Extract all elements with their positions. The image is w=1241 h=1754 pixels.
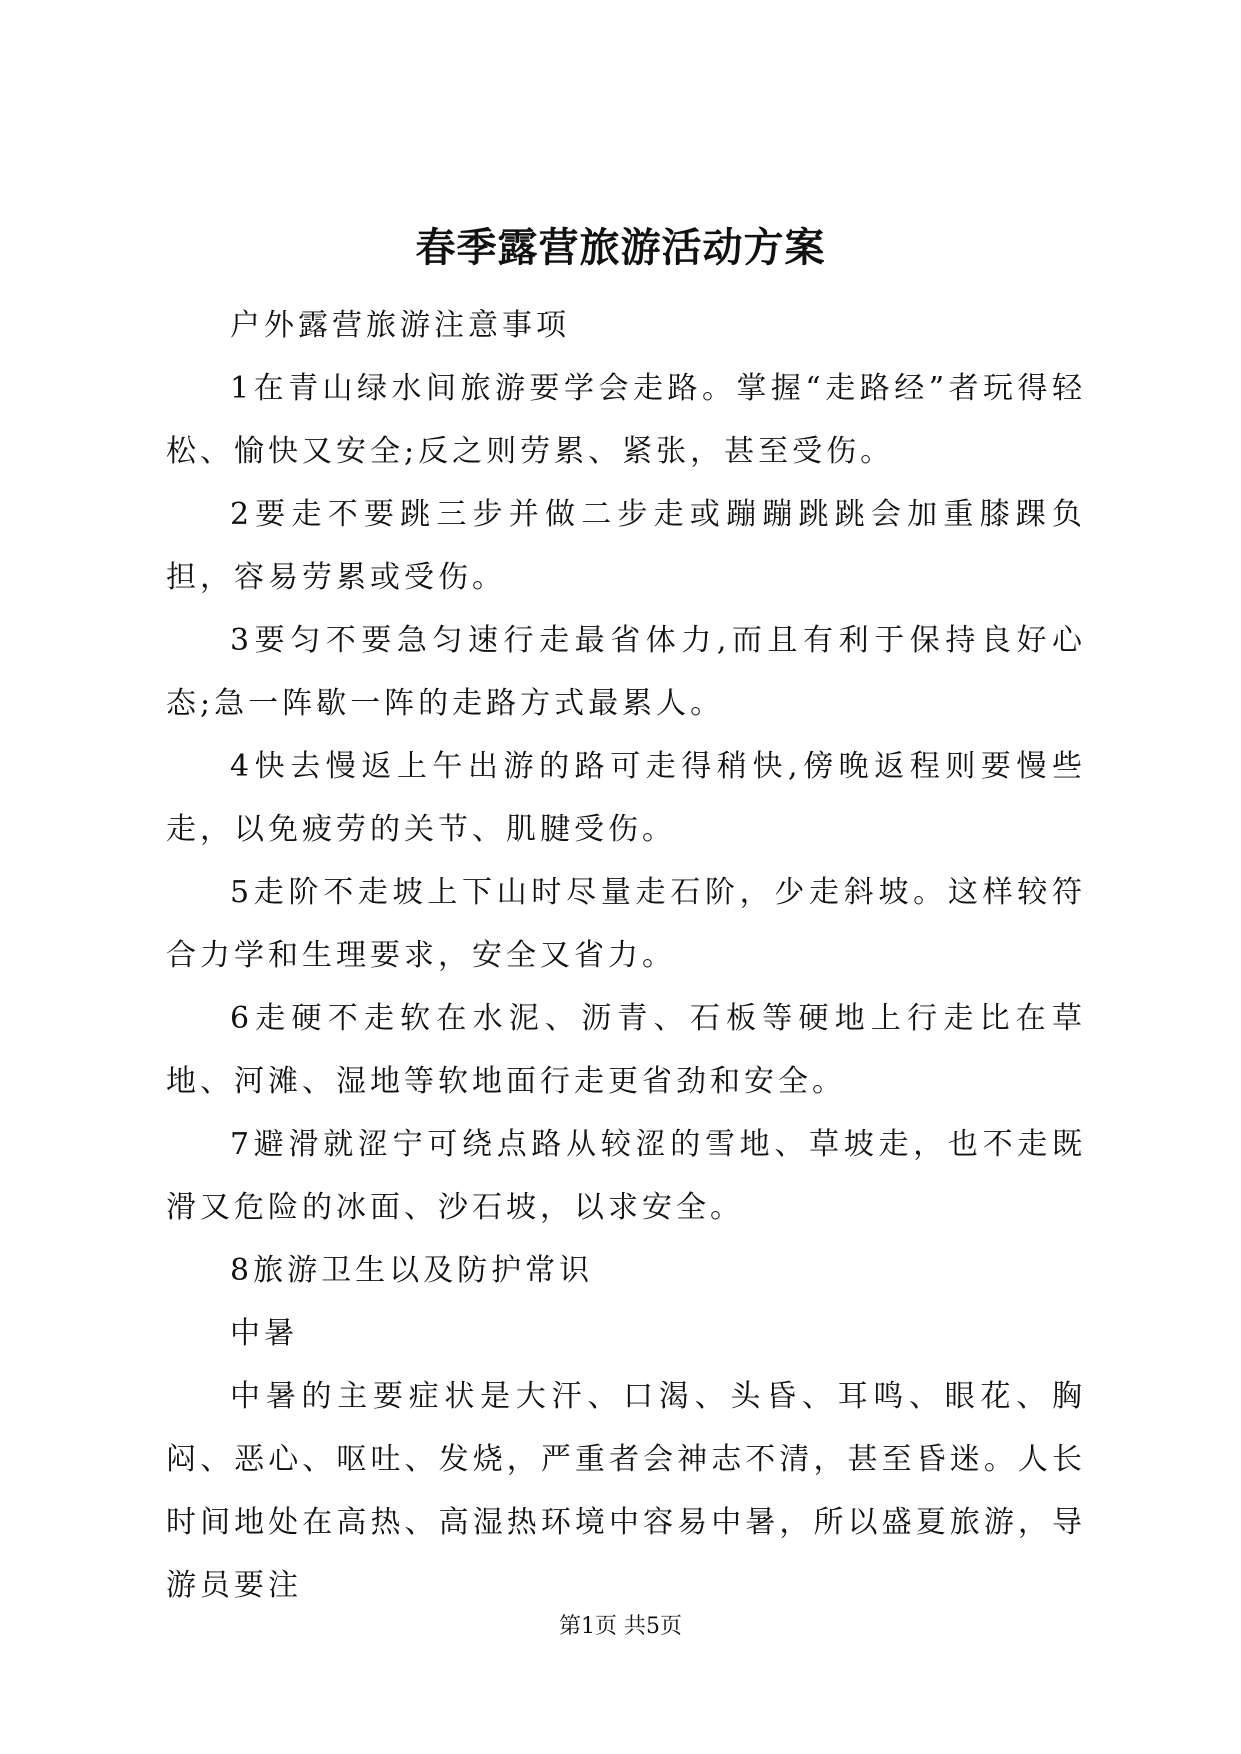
paragraph-item-7: 7避滑就涩宁可绕点路从较涩的雪地、草坡走，也不走既滑又危险的冰面、沙石坡，以求安全。 [166, 1127, 1086, 1225]
document-body [166, 294, 1086, 1617]
paragraph-item-6: 6走硬不走软在水泥、沥青、石板等硬地上行走比在草地、河滩、湿地等软地面行走更省劲和安全。 [166, 1001, 1086, 1099]
document-title: 春季露营旅游活动方案 [415, 224, 826, 271]
section-heading-heatstroke: 中暑 [230, 1316, 298, 1351]
paragraph-item-8: 8旅游卫生以及防护常识 [230, 1253, 594, 1288]
paragraph-item-4: 4快去慢返上午出游的路可走得稍快,傍晚返程则要慢些走，以免疲劳的关节、肌腱受伤。 [166, 749, 1086, 847]
paragraph-item-3: 3要匀不要急匀速行走最省体力,而且有利于保持良好心态;急一阵歇一阵的走路方式最累人。 [166, 623, 1086, 721]
paragraph-item-5: 5走阶不走坡上下山时尽量走石阶，少走斜坡。这样较符合力学和生理要求，安全又省力。 [166, 875, 1086, 973]
paragraph-heading: 户外露营旅游注意事项 [230, 308, 570, 343]
paragraph-item-2: 2要走不要跳三步并做二步走或蹦蹦跳跳会加重膝踝负担，容易劳累或受伤。 [166, 497, 1086, 595]
paragraph-item-1: 1在青山绿水间旅游要学会走路。掌握“走路经”者玩得轻松、愉快又安全;反之则劳累、紧张，甚至受伤。 [166, 371, 1086, 469]
page-footer: 第1页 共5页 [559, 1614, 682, 1639]
paragraph-heatstroke: 中暑的主要症状是大汗、口渴、头昏、耳鸣、眼花、胸闷、恶心、呕吐、发烧，严重者会神志不清，甚至昏迷。人长时间地处在高热、高湿热环境中容易中暑，所以盛夏旅游，导游员要注 [166, 1379, 1086, 1603]
